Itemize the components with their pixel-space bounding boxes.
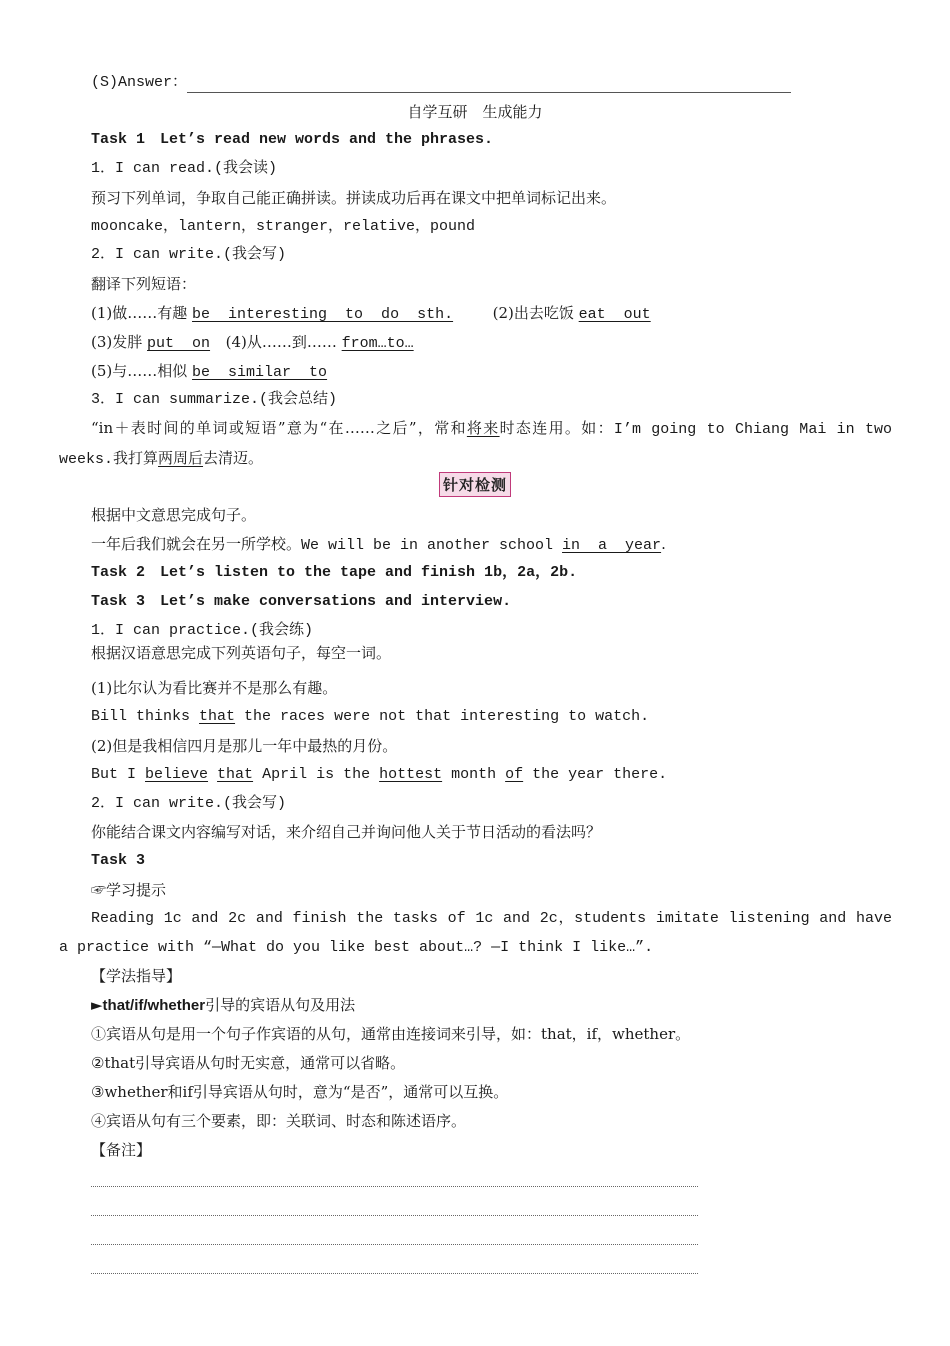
check-badge: 针对检测 [439,472,511,497]
phrase-3-label: (3)发胖 [91,333,143,351]
task3-write-heading: 2．I can write.(我会写) [91,795,287,812]
guide-point-3: ③whether和if引导宾语从句时，意为“是否”，通常可以互换。 [91,1083,509,1101]
check-sentence-answer: in a year [562,537,662,554]
check-badge-row [0,472,950,497]
q1-post: the races were not that interesting to watch. [235,708,650,725]
task1-read-instruction: 预习下列单词，争取自己能正确拼读。拼读成功后再在课文中把单词标记出来。 [91,189,617,207]
guide-marker: ► [91,996,103,1014]
phrase-1-answer: be interesting to do sth. [192,306,454,323]
q2-mid: April is the [253,766,380,783]
task3-practice-heading: 1．I can practice.(我会练) [91,622,314,639]
phrase-row-2 [91,332,414,354]
phrase-row-1 [91,303,651,325]
answer-blank[interactable] [187,78,791,93]
phrase-4-answer: from…to… [341,335,414,352]
q2-answer-3: hottest [379,766,443,783]
summarize-text-b: 时态连用。如：I’m going to Chiang Mai in two weeks.我打算 [59,421,893,468]
check-instruction: 根据中文意思完成句子。 [91,506,257,524]
task1-word-list: mooncake，lantern，stranger，relative，pound [91,218,476,235]
guide-point-2: ②that引导宾语从句时无实意，通常可以省略。 [91,1054,406,1072]
phrase-1-label: (1)做……有趣 [91,304,188,322]
tip-text: Reading 1c and 2c and finish the tasks of 1c and 2c，students imitate listening and have a practice with “—What do you like best about…? —I think I like…”. [59,910,892,956]
guide-subheading-cn: 引导的宾语从句及用法 [205,996,356,1014]
q2-mid2: month [442,766,506,783]
task3-heading: Task 3 Let’s make conversations and interview. [91,593,512,610]
guide-point-1: ①宾语从句是用一个句子作宾语的从句，通常由连接词来引导，如：that，if，whether。 [91,1025,691,1043]
notes-heading: 【备注】 [91,1141,152,1159]
summarize-blank-1: 将来 [466,419,500,437]
phrase-5-answer: be similar to [192,364,328,381]
task1-heading: Task 1 Let’s read new words and the phrases. [91,131,494,148]
guide-subheading [91,995,355,1016]
task3-practice-instruction: 根据汉语意思完成下列英语句子，每空一词。 [91,644,392,662]
phrase-2-answer: eat out [578,306,651,323]
guide-heading: 【学法指导】 [91,967,182,985]
notes-line-4[interactable] [91,1273,698,1274]
q1-answer: that [199,708,236,725]
notes-line-3[interactable] [91,1244,698,1245]
answer-row [91,73,791,93]
answer-label: (S)Answer： [91,74,188,91]
task3b-heading: Task 3 [91,852,146,869]
task1-summarize-heading: 3．I can summarize.(我会总结) [91,391,338,408]
phrase-row-3 [91,361,327,383]
phrase-4-label: (4)从……到…… [225,333,337,351]
guide-point-4: ④宾语从句有三个要素，即：关联词、时态和陈述语序。 [91,1112,467,1130]
q2-answer-4: of [505,766,524,783]
q1-pre: Bill thinks [91,708,200,725]
notes-line-2[interactable] [91,1215,698,1216]
check-sentence-pre: 一年后我们就会在另一所学校。We will be in another school [91,537,563,554]
check-sentence-post: . [661,535,666,553]
task2-heading: Task 2 Let’s listen to the tape and finish 1b，2a，2b. [91,564,578,581]
phrase-2-label: (2)出去吃饭 [492,304,574,322]
tip-label: ☞学习提示 [91,881,167,899]
phrase-5-label: (5)与……相似 [91,362,188,380]
q2-answer-1: believe [145,766,209,783]
task1-read-heading: 1．I can read.(我会读) [91,160,278,177]
task1-write-instruction: 翻译下列短语： [91,275,197,293]
q2-chinese: (2)但是我相信四月是那儿一年中最热的月份。 [91,737,398,755]
section-title: 自学互研 生成能力 [407,103,543,121]
q2-sentence [91,765,667,785]
summarize-paragraph [59,414,892,474]
summarize-text-a: “in＋表时间的单词或短语”意为“在……之后”，常和 [91,419,467,437]
notes-line-1[interactable] [91,1186,698,1187]
phrase-3-answer: put on [147,335,211,352]
guide-subheading-en: that/if/whether [102,997,206,1014]
task3-write-instruction: 你能结合课文内容编写对话，来介绍自己并询问他人关于节日活动的看法吗？ [91,823,602,841]
summarize-text-c: 去清迈。 [203,449,264,467]
check-sentence [91,534,666,556]
q1-chinese: (1)比尔认为看比赛并不是那么有趣。 [91,679,338,697]
task1-write-heading: 2．I can write.(我会写) [91,246,287,263]
q2-post: the year there. [523,766,668,783]
q1-sentence [91,707,649,727]
q2-pre: But I [91,766,146,783]
q2-answer-2: that [217,766,254,783]
summarize-blank-2: 两周后 [158,449,204,467]
